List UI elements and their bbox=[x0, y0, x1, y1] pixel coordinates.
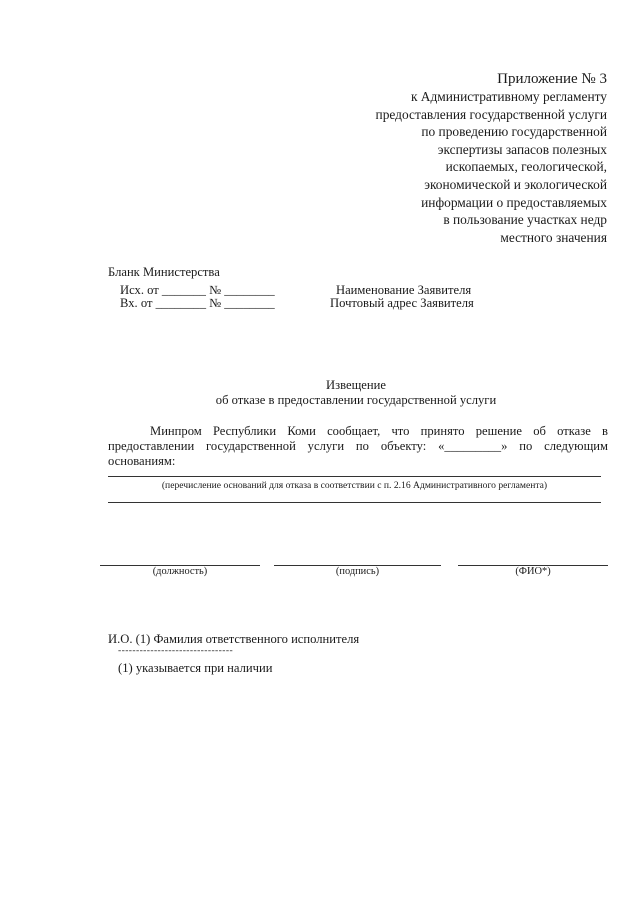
appendix-line: ископаемых, геологической, bbox=[445, 159, 607, 175]
reasons-line bbox=[108, 502, 601, 503]
reasons-caption: (перечисление оснований для отказа в соответствии с п. 2.16 Административного регламента) bbox=[161, 480, 548, 491]
outgoing-number-field: Исх. от _______ № ________ bbox=[120, 283, 275, 297]
notice-subtitle: об отказе в предоставлении государственной услуги bbox=[215, 393, 497, 407]
applicant-address: Почтовый адрес Заявителя bbox=[330, 296, 474, 310]
appendix-block bbox=[376, 70, 607, 246]
executor-line: И.О. (1) Фамилия ответственного исполнителя bbox=[108, 632, 360, 646]
position-label: (должность) bbox=[152, 566, 208, 577]
appendix-line: местного значения bbox=[500, 229, 607, 245]
footnote: (1) указывается при наличии bbox=[118, 661, 273, 675]
appendix-line: информации о предоставляемых bbox=[421, 194, 607, 210]
ministry-blank-label: Бланк Министерства bbox=[108, 265, 220, 279]
reasons-line bbox=[108, 476, 601, 477]
notice-title: Извещение bbox=[326, 378, 386, 392]
appendix-line: к Административному регламенту bbox=[410, 89, 607, 104]
appendix-line: экспертизы запасов полезных bbox=[437, 141, 607, 157]
appendix-line: предоставления государственной услуги bbox=[375, 106, 607, 122]
signature-label: (подпись) bbox=[335, 566, 380, 577]
footnote-separator: -------------------------------- bbox=[118, 645, 234, 656]
incoming-number-field: Вх. от ________ № ________ bbox=[120, 296, 275, 310]
appendix-line: экономической и экологической bbox=[424, 176, 607, 192]
appendix-line: в пользование участках недр bbox=[443, 212, 607, 228]
fio-label: (ФИО*) bbox=[515, 566, 551, 577]
appendix-line: по проведению государственной bbox=[421, 124, 607, 140]
applicant-name: Наименование Заявителя bbox=[336, 283, 472, 297]
appendix-title: Приложение № 3 bbox=[497, 71, 607, 87]
notice-body: Минпром Республики Коми сообщает, что принято решение об отказе в предоставлении государственной услуги по объекту: «_________» по следующим основаниям: bbox=[108, 424, 608, 468]
